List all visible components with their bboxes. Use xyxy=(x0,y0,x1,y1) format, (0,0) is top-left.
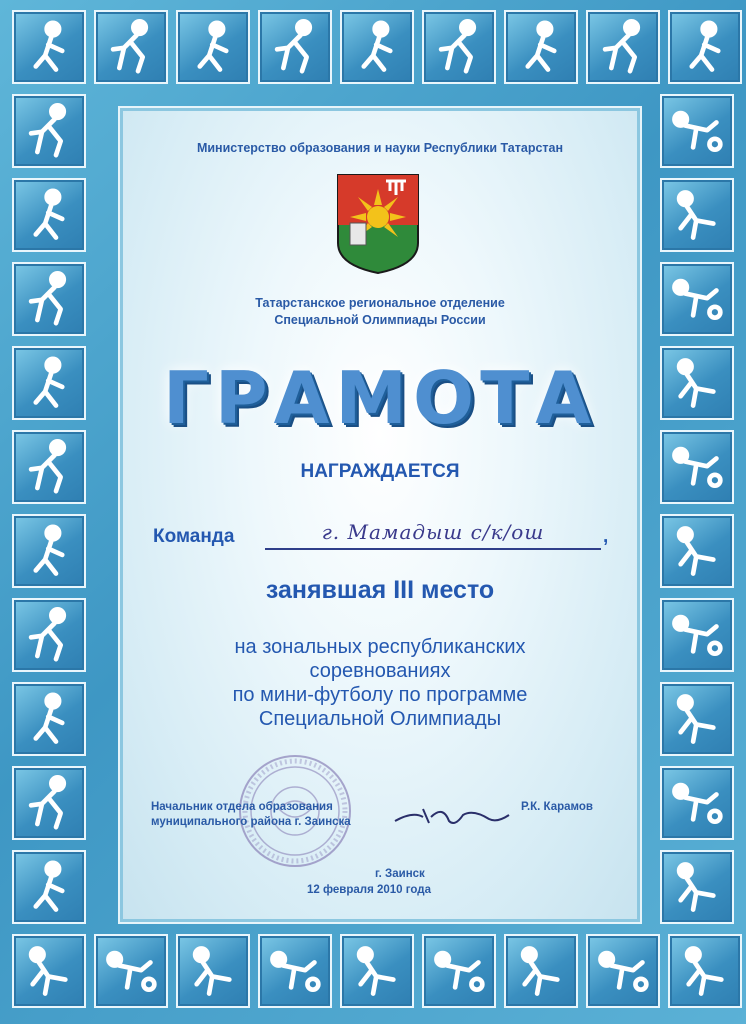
sport-pictogram-icon xyxy=(12,682,86,756)
sport-pictogram-icon xyxy=(422,10,496,84)
sport-pictogram-icon xyxy=(12,430,86,504)
team-line xyxy=(153,520,623,556)
organization-line-2: Специальной Олимпиады России xyxy=(274,313,486,327)
sport-pictogram-icon xyxy=(94,10,168,84)
sport-pictogram-icon xyxy=(668,10,742,84)
ministry-heading: Министерство образования и науки Республики Татарстан xyxy=(196,141,564,155)
sport-pictogram-icon xyxy=(660,178,734,252)
sport-pictogram-icon xyxy=(660,514,734,588)
sport-pictogram-icon xyxy=(660,346,734,420)
sport-pictogram-icon xyxy=(340,10,414,84)
sport-pictogram-icon xyxy=(12,262,86,336)
sport-pictogram-icon xyxy=(258,934,332,1008)
description-line-3: по мини-футболу по программе xyxy=(232,684,528,706)
awarded-heading: НАГРАЖДАЕТСЯ xyxy=(300,461,460,482)
organization-line-1: Татарстанское региональное отделение xyxy=(255,296,505,310)
team-comma: , xyxy=(603,526,609,547)
signer-position-line-1: Начальник отдела образования xyxy=(151,801,333,813)
sport-pictogram-icon xyxy=(504,10,578,84)
certificate-panel xyxy=(120,108,640,922)
sport-pictogram-icon xyxy=(12,10,86,84)
sport-pictogram-icon xyxy=(12,178,86,252)
signer-position-line-2: муниципального района г. Заинска xyxy=(151,816,351,828)
certificate-title: ГРАМОТА xyxy=(162,356,598,440)
sport-pictogram-icon xyxy=(504,934,578,1008)
sport-pictogram-icon xyxy=(12,850,86,924)
sport-pictogram-icon xyxy=(12,346,86,420)
sport-pictogram-icon xyxy=(586,10,660,84)
sport-pictogram-icon xyxy=(660,598,734,672)
sport-pictogram-icon xyxy=(94,934,168,1008)
sport-pictogram-icon xyxy=(176,934,250,1008)
coat-of-arms-icon xyxy=(336,173,420,275)
sport-pictogram-icon xyxy=(660,766,734,840)
sport-pictogram-icon xyxy=(586,934,660,1008)
signature-icon xyxy=(393,801,513,831)
sport-pictogram-icon xyxy=(660,94,734,168)
sport-pictogram-icon xyxy=(660,430,734,504)
signer-name: Р.К. Карамов xyxy=(521,801,593,813)
team-name-handwritten: г. Мамадыш с/к/ош xyxy=(265,520,601,550)
issue-date: 12 февраля 2010 года xyxy=(307,884,431,896)
sport-pictogram-icon xyxy=(176,10,250,84)
issue-city: г. Заинск xyxy=(375,868,425,880)
description-line-2: соревнованиях xyxy=(309,660,451,682)
sport-pictogram-icon xyxy=(12,598,86,672)
sport-pictogram-icon xyxy=(660,850,734,924)
sport-pictogram-icon xyxy=(12,94,86,168)
place-text: занявшая III место xyxy=(265,576,495,604)
sport-pictogram-icon xyxy=(12,766,86,840)
sport-pictogram-icon xyxy=(12,514,86,588)
sport-pictogram-icon xyxy=(660,262,734,336)
sport-pictogram-icon xyxy=(340,934,414,1008)
sport-pictogram-icon xyxy=(668,934,742,1008)
description-line-1: на зональных республиканских xyxy=(234,636,526,658)
sport-pictogram-icon xyxy=(12,934,86,1008)
sport-pictogram-icon xyxy=(660,682,734,756)
team-label: Команда xyxy=(153,526,235,547)
sport-pictogram-icon xyxy=(422,934,496,1008)
description-line-4: Специальной Олимпиады xyxy=(258,708,502,730)
sport-pictogram-icon xyxy=(258,10,332,84)
